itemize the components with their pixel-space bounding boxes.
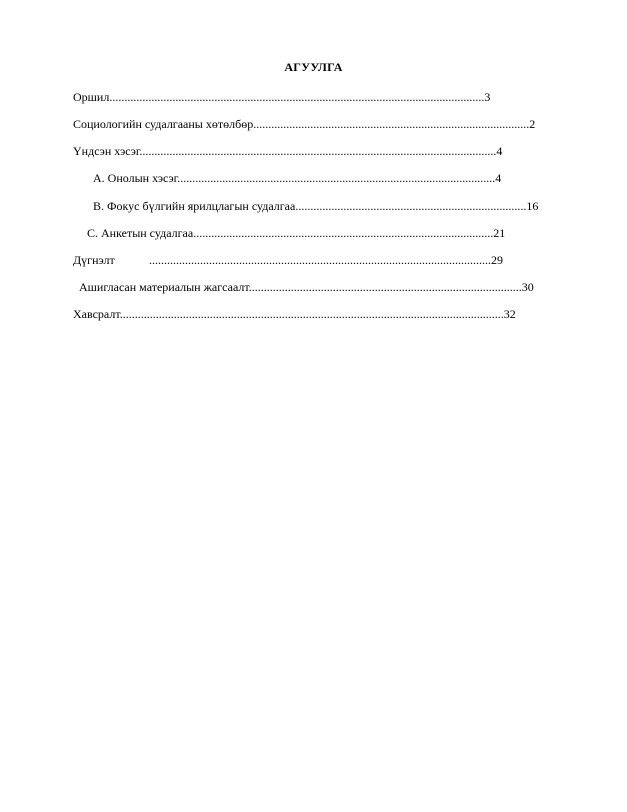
toc-leader-dots: .................................................................................................... <box>193 226 494 240</box>
toc-entry <box>73 253 585 267</box>
toc-entry-page: 16 <box>526 199 539 213</box>
toc-entry-label: Социологийн судалгааны хөтөлбөр <box>73 117 254 131</box>
toc-leader-dots: ........................................................................................... <box>248 280 522 294</box>
toc-entry-page: 4 <box>495 171 502 185</box>
toc-entry-label: Дүгнэлт <box>73 253 115 267</box>
toc-entry <box>73 117 572 131</box>
toc-leader-dots: ................................................................................................................................ <box>119 307 504 321</box>
toc-entry-label: А. Онолын хэсэг <box>93 171 178 185</box>
toc-entry-label: Ашигласан материалын жагсаалт <box>79 280 249 294</box>
toc-entry-page: 2 <box>529 117 536 131</box>
toc-entry-label: Оршил <box>73 90 110 104</box>
toc-entry <box>93 199 585 213</box>
toc-entry <box>73 90 558 104</box>
toc-entry <box>73 144 563 158</box>
toc-leader-dots: ....................................................................................................................... <box>139 144 497 158</box>
toc-entry-label: В. Фокус бүлгийн ярилцлагын судалгаа <box>93 199 296 213</box>
toc-entry-page: 21 <box>493 226 506 240</box>
toc-leader-dots: .................................................................................................................. <box>149 253 491 267</box>
toc-leader-dots: .......................................................................................................... <box>177 171 496 185</box>
toc-leader-dots: ............................................................................. <box>295 199 527 213</box>
toc-leader-dots: ............................................................................................................................. <box>109 90 485 104</box>
toc-leader-dots: ............................................................................................ <box>253 117 530 131</box>
toc-title: АГУУЛГА <box>284 60 343 74</box>
toc-entry <box>73 307 585 321</box>
toc-entry-page: 30 <box>521 280 534 294</box>
toc-entry <box>93 171 581 185</box>
toc-entry <box>87 226 572 240</box>
toc-entry-label: С. Анкетын судалгаа <box>87 226 194 240</box>
toc-entry-page: 32 <box>503 307 516 321</box>
toc-entry-page: 4 <box>496 144 503 158</box>
toc-entry-label: Хавсралт <box>73 307 120 321</box>
toc-entry-page: 29 <box>491 253 503 267</box>
toc-entry-page: 3 <box>484 90 491 104</box>
toc-entry-label: Үндсэн хэсэг <box>73 144 140 158</box>
toc-entry <box>79 280 585 294</box>
